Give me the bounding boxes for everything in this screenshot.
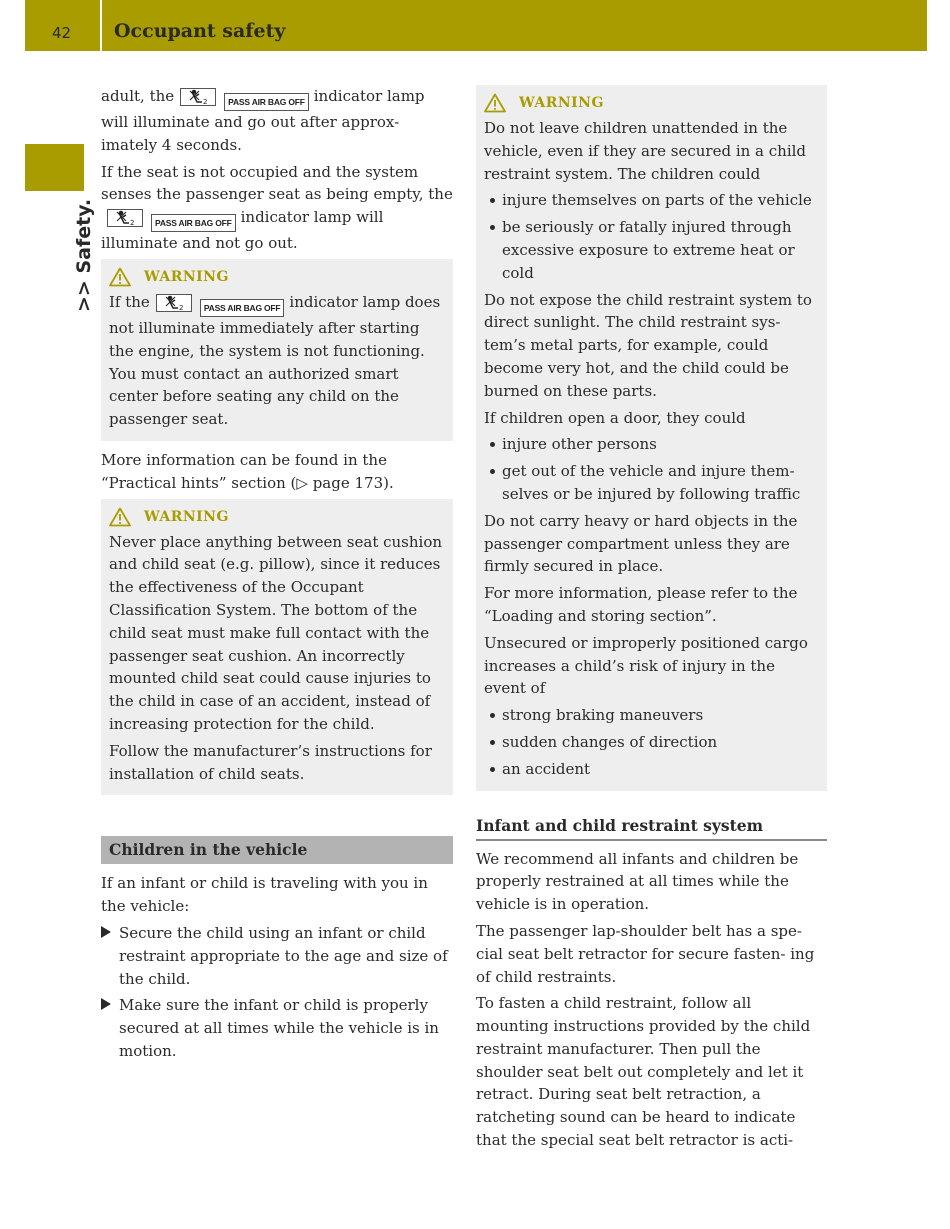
warning-text: Never place anything between seat cushion and child seat (e.g. pillow), since it reduces the effectiveness of the Occupant Classification System. The bottom of the child seat must make full contact with the passenger seat cushion. An incorrectly mounted child seat could cause injuries to the child in case of an accident, instead of increasing protection for the child. bbox=[109, 532, 443, 733]
instruction-step: Secure the child using an infant or child restraint appropriate to the age and size of the child. bbox=[101, 922, 453, 990]
warning-triangle-icon bbox=[484, 93, 506, 113]
warning-title: WARNING bbox=[144, 508, 229, 525]
subsection-heading: Infant and child restraint system bbox=[476, 815, 827, 841]
list-item: an accident bbox=[484, 758, 819, 781]
list-item: be seriously or fatally injured through excessive exposure to extreme heat or cold bbox=[484, 216, 819, 284]
warning-triangle-icon bbox=[109, 267, 131, 287]
warning-header bbox=[109, 503, 445, 531]
warning-title: WARNING bbox=[519, 95, 604, 111]
svg-text:2: 2 bbox=[203, 98, 208, 105]
paragraph: We recommend all infants and children be properly restrained at all times while the vehicle is in operation. bbox=[476, 849, 799, 914]
side-tab-label: >> Safety. bbox=[73, 198, 95, 312]
step-arrow-icon bbox=[101, 926, 111, 938]
warning-text: If the 2 PASS AIR BAG OFF indicator lamp does not illuminate immediately after starting the engine, the system is not functioning. You must contact an authorized smart center before seating any child on the passenger seat. bbox=[109, 292, 441, 429]
warning-text: Unsecured or improperly positioned cargo increases a child’s risk of injury in the event of bbox=[484, 633, 808, 698]
warning-text: For more information, please refer to the “Loading and storing section”. bbox=[484, 584, 798, 625]
warning-title: WARNING bbox=[144, 268, 229, 285]
warning-triangle-icon bbox=[109, 507, 131, 527]
list-item: injure other persons bbox=[484, 433, 819, 456]
paragraph: If an infant or child is traveling with you in the vehicle: bbox=[101, 874, 428, 916]
list-item: injure themselves on parts of the vehicle bbox=[484, 189, 819, 212]
paragraph: If the seat is not occupied and the system senses the passenger seat as being empty, the 2 PASS AIR BAG OFF indicator lamp will illuminate and not go out. bbox=[101, 162, 453, 253]
pass-airbag-off-indicator: PASS AIR BAG OFF bbox=[200, 299, 285, 317]
step-arrow-icon bbox=[101, 998, 111, 1010]
warning-header bbox=[109, 263, 445, 291]
bullet-list bbox=[484, 433, 819, 505]
warning-text: If children open a door, they could bbox=[484, 408, 746, 427]
svg-text:2: 2 bbox=[178, 303, 184, 311]
right-column bbox=[476, 85, 827, 1156]
section-heading: Children in the vehicle bbox=[101, 836, 453, 864]
warning-box bbox=[101, 259, 453, 441]
list-item: strong braking maneuvers bbox=[484, 704, 819, 727]
paragraph: More information can be found in the “Practical hints” section (▷ page 173). bbox=[101, 450, 394, 492]
left-column bbox=[101, 85, 453, 1067]
warning-text: Do not carry heavy or hard objects in the passenger compartment unless they are firmly secured in place. bbox=[484, 511, 798, 576]
child-seat-occupancy-icon bbox=[107, 209, 143, 227]
warning-header bbox=[484, 89, 819, 117]
page-number: 42 bbox=[51, 24, 72, 42]
pass-airbag-off-indicator: PASS AIR BAG OFF bbox=[224, 93, 309, 111]
warning-text: Do not expose the child restraint system to direct sunlight. The child restraint sys- tem’s metal parts, for example, could become very hot, and the child could be burned on these parts. bbox=[484, 290, 812, 400]
paragraph: adult, the 2 PASS AIR BAG OFF indicator lamp will illuminate and go out after approx- imately 4 seconds. bbox=[101, 87, 425, 154]
list-item: sudden changes of direction bbox=[484, 731, 819, 754]
bullet-list bbox=[484, 704, 819, 780]
bullet-list bbox=[484, 189, 819, 284]
side-tab-marker bbox=[25, 144, 84, 191]
header-separator bbox=[100, 0, 102, 51]
instruction-list bbox=[101, 922, 453, 1063]
paragraph: The passenger lap-shoulder belt has a spe- cial seat belt retractor for secure fasten- ing of child restraints. bbox=[476, 921, 815, 986]
child-seat-occupancy-icon bbox=[156, 294, 192, 312]
list-item: get out of the vehicle and injure them- selves or be injured by following traffic bbox=[484, 460, 819, 506]
warning-box bbox=[476, 85, 827, 791]
warning-text: Do not leave children unattended in the vehicle, even if they are secured in a child restraint system. The children could bbox=[484, 119, 807, 183]
warning-text: Follow the manufacturer’s instructions for installation of child seats. bbox=[109, 741, 432, 783]
pass-airbag-off-indicator: PASS AIR BAG OFF bbox=[151, 214, 236, 232]
paragraph: To fasten a child restraint, follow all mounting instructions provided by the child restraint manufacturer. Then pull the shoulder seat belt out completely and let it retract. During seat belt retraction, a ratcheting sound can be heard to indicate that the special seat belt retractor is acti- bbox=[476, 994, 811, 1150]
page-title: Occupant safety bbox=[114, 20, 286, 42]
svg-text:2: 2 bbox=[130, 219, 135, 227]
instruction-step: Make sure the infant or child is properly secured at all times while the vehicle is in motion. bbox=[101, 994, 453, 1062]
child-seat-occupancy-icon bbox=[180, 88, 216, 106]
warning-box bbox=[101, 499, 453, 796]
